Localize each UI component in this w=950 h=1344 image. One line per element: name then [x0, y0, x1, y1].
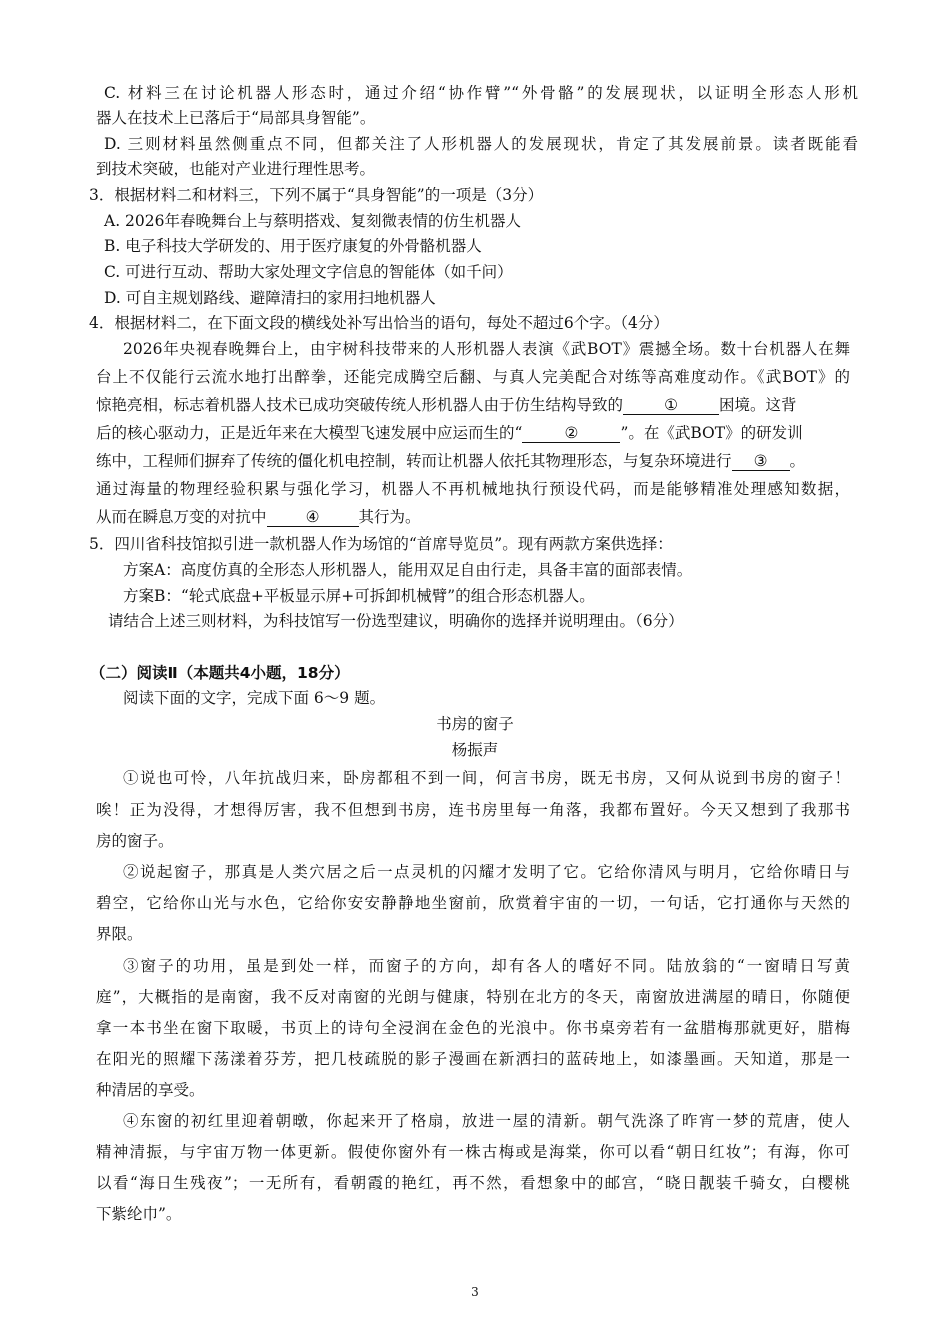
essay-p3-line3: 拿一本书坐在窗下取暖，书页上的诗句全浸润在金色的光浪中。你书桌旁若有一盆腊梅那就更好，腊梅 — [96, 1019, 850, 1037]
essay-p1-line1: ①说也可怜，八年抗战归来，卧房都租不到一间，何言书房，既无书房，又何从说到书房的窗子！ — [123, 769, 850, 787]
q2-option-c-line2: 器人在技术上已落后于“局部具身智能”。 — [96, 109, 376, 127]
essay-p1-line3: 房的窗子。 — [96, 832, 174, 850]
q3-option-d: D. 可自主规划路线、避障清扫的家用扫地机器人 — [104, 289, 436, 307]
q4-line4-text-b: ”。在《武BOT》的研发训 — [620, 424, 803, 442]
q3-stem: 3．根据材料二和材料三，下列不属于“具身智能”的一项是（3分） — [89, 186, 544, 204]
q4-line5-text-b: 。 — [789, 452, 806, 470]
q4-line7-text-a: 从而在瞬息万变的对抗中 — [96, 508, 267, 526]
essay-p4-line4: 下紫纶巾”。 — [96, 1205, 182, 1223]
essay-p4-line1: ④东窗的初红里迎着朝暾，你起来开了格扇，放进一屋的清新。朝气洗涤了昨宵一梦的荒唐，使人 — [123, 1112, 850, 1130]
q5-plan-a: 方案A：高度仿真的全形态人形机器人，能用双足自由行走，具备丰富的面部表情。 — [123, 561, 693, 579]
blank-1[interactable]: ① — [623, 396, 719, 415]
essay-p1-line2: 唉！正为没得，才想得厉害，我不但想到书房，连书房里每一角落，我都布置好。今天又想到了我那书 — [96, 801, 850, 819]
q4-passage-line1: 2026年央视春晚舞台上，由宇树科技带来的人形机器人表演《武BOT》震撼全场。数十台机器人在舞 — [123, 340, 850, 358]
blank-3[interactable]: ③ — [732, 452, 790, 471]
q4-passage-line4 — [96, 423, 803, 443]
q4-passage-line5 — [96, 451, 805, 471]
q4-passage-line6: 通过海量的物理经验积累与强化学习，机器人不再机械地执行预设代码，而是能够精准处理感知数据， — [96, 480, 850, 498]
q4-line4-text-a: 后的核心驱动力，正是近年来在大模型飞速发展中应运而生的“ — [96, 424, 523, 442]
q3-option-b: B. 电子科技大学研发的、用于医疗康复的外骨骼机器人 — [104, 237, 482, 255]
q5-stem: 5．四川省科技馆拟引进一款机器人作为场馆的“首席导览员”。现有两款方案供选择： — [89, 535, 673, 553]
q4-line3-text-b: 困境。这背 — [719, 396, 797, 414]
blank-4[interactable]: ④ — [267, 508, 359, 527]
q5-ask: 请结合上述三则材料，为科技馆写一份选型建议，明确你的选择并说明理由。（6分） — [108, 612, 684, 630]
q2-option-c-line1: C. 材料三在讨论机器人形态时，通过介绍“协作臂”“外骨骼”的发展现状，以证明全形态人形机 — [104, 84, 858, 102]
section-intro: 阅读下面的文字，完成下面 6～9 题。 — [123, 689, 386, 707]
q5-plan-b: 方案B：“轮式底盘+平板显示屏+可拆卸机械臂”的组合形态机器人。 — [123, 587, 595, 605]
q3-option-c: C. 可进行互动、帮助大家处理文字信息的智能体（如千问） — [104, 263, 513, 281]
q2-option-d-line1: D. 三则材料虽然侧重点不同，但都关注了人形机器人的发展现状，肯定了其发展前景。读者既能看 — [104, 135, 858, 153]
q4-passage-line2: 台上不仅能行云流水地打出醉拳，还能完成腾空后翻、与真人完美配合对练等高难度动作。《武BOT》的 — [96, 368, 850, 386]
essay-p2-line3: 界限。 — [96, 925, 143, 943]
essay-p3-line1: ③窗子的功用，虽是到处一样，而窗子的方向，却有各人的嗜好不同。陆放翁的“一窗晴日写黄 — [123, 957, 850, 975]
q4-line7-text-b: 其行为。 — [358, 508, 421, 526]
essay-title: 书房的窗子 — [436, 715, 514, 733]
blank-2[interactable]: ② — [522, 424, 620, 443]
q4-passage-line7 — [96, 507, 421, 527]
q4-line5-text-a: 练中，工程师们摒弃了传统的僵化机电控制，转而让机器人依托其物理形态，与复杂环境进行 — [96, 452, 732, 470]
q2-option-d-line2: 到技术突破，也能对产业进行理性思考。 — [96, 160, 376, 178]
essay-p3-line5: 种清居的享受。 — [96, 1081, 205, 1099]
q4-line3-text-a: 惊艳亮相，标志着机器人技术已成功突破传统人形机器人由于仿生结构导致的 — [96, 396, 624, 414]
essay-p3-line4: 在阳光的照耀下荡漾着芬芳，把几枝疏脱的影子漫画在新洒扫的蓝砖地上，如漆墨画。天知道，那是一 — [96, 1050, 850, 1068]
essay-author: 杨振声 — [451, 741, 499, 759]
q4-passage-line3 — [96, 395, 797, 415]
section-heading: （二）阅读Ⅱ（本题共4小题，18分） — [90, 664, 350, 682]
essay-p2-line2: 碧空，它给你山光与水色，它给你安安静静地坐窗前，欣赏着宇宙的一切，一句话，它打通你与天然的 — [96, 894, 850, 912]
q4-stem: 4．根据材料二，在下面文段的横线处补写出恰当的语句，每处不超过6个字。（4分） — [89, 314, 669, 332]
essay-p3-line2: 庭”，大概指的是南窗，我不反对南窗的光朗与健康，特别在北方的冬天，南窗放进满屋的晴日，你随便 — [96, 988, 850, 1006]
page-number: 3 — [471, 1285, 479, 1299]
essay-p2-line1: ②说起窗子，那真是人类穴居之后一点灵机的闪耀才发明了它。它给你清风与明月，它给你晴日与 — [123, 863, 850, 881]
essay-p4-line2: 精神清振，与宇宙万物一体更新。假使你窗外有一株古梅或是海棠，你可以看“朝日红妆”；有海，你可 — [96, 1143, 850, 1161]
essay-p4-line3: 以看“海日生残夜”；一无所有，看朝霞的艳红，再不然，看想象中的邮宫，“晓日靓装千骑女，白樱桃 — [96, 1174, 850, 1192]
q3-option-a: A. 2026年春晚舞台上与蔡明搭戏、复刻微表情的仿生机器人 — [104, 212, 521, 230]
